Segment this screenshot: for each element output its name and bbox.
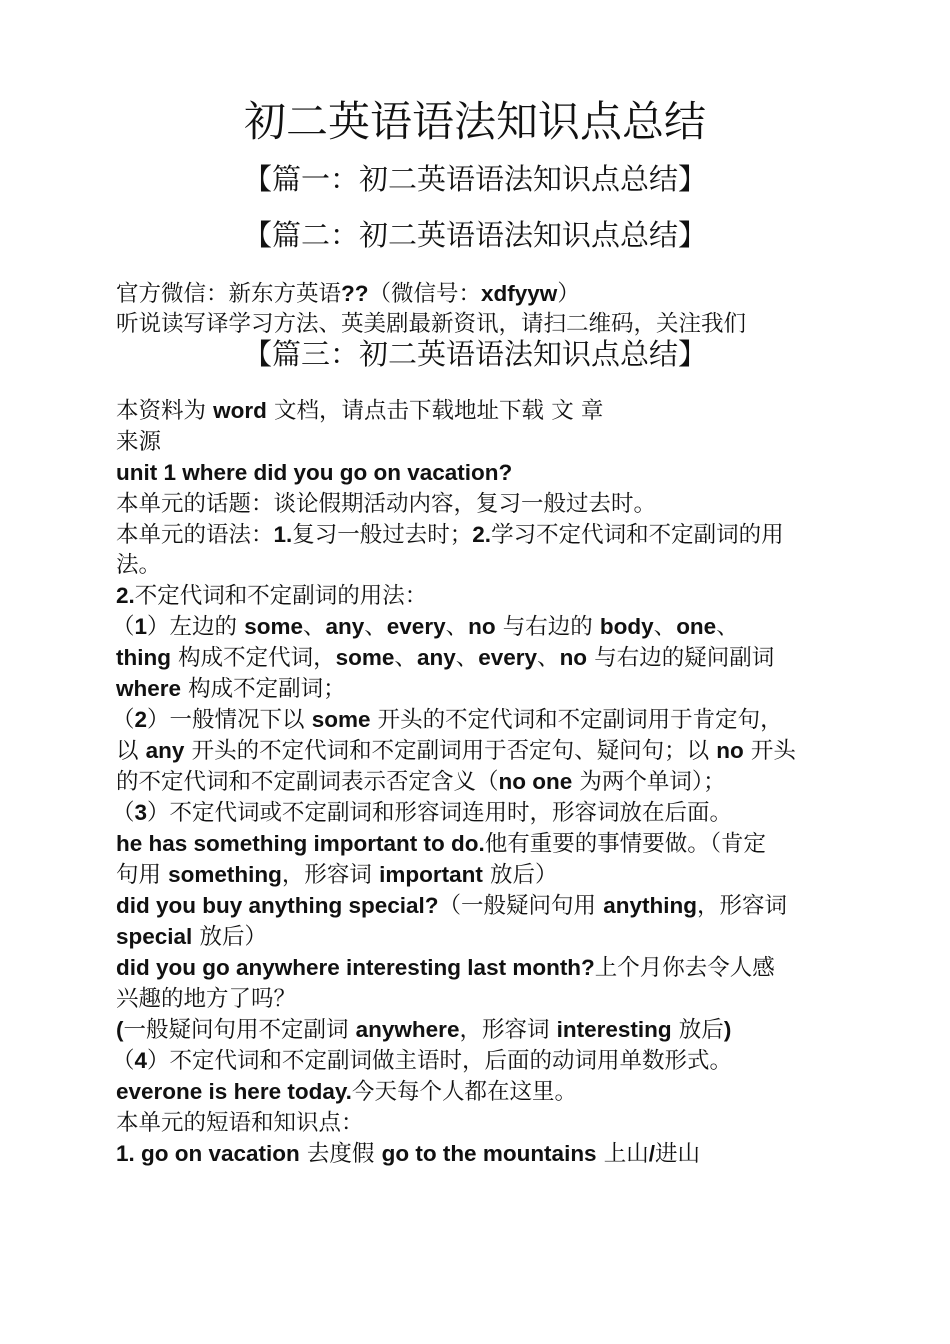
section-heading-3: 【篇三：初二英语语法知识点总结】 (242, 337, 707, 371)
phrase-1: 1. go on vacation 去度假 go to the mountains 上山/进山 (116, 1141, 701, 1167)
rule-1-line-1: （1）左边的 some、any、every、no 与右边的 body、one、 (112, 614, 739, 640)
example-3: did you go anywhere interesting last month?上个月你去令人感 (116, 955, 775, 981)
rule-2-line-2: 以 any 开头的不定代词和不定副词用于否定句、疑问句；以 no 开头 (116, 738, 796, 764)
example-1-note: 句用 something，形容词 important 放后） (116, 862, 558, 888)
example-3-translation: 兴趣的地方了吗？ (116, 986, 297, 1012)
rule-2-line-1: （2）一般情况下以 some 开头的不定代词和不定副词用于肯定句， (112, 707, 783, 733)
unit-heading: unit 1 where did you go on vacation? (116, 460, 513, 485)
rule-4-line: （4）不定代词和不定副词做主语时，后面的动词用单数形式。 (112, 1048, 733, 1074)
example-2: did you buy anything special?（一般疑问句用 anything，形容词 (116, 893, 787, 919)
wechat-line-1: 官方微信：新东方英语??（微信号：xdfyyw） (116, 281, 580, 307)
rule-1-line-2: thing 构成不定代词，some、any、every、no 与右边的疑问副词 (116, 645, 775, 671)
wechat-line-2: 听说读写译学习方法、英美剧最新资讯，请扫二维码，关注我们 (116, 311, 747, 337)
usage-heading: 2.不定代词和不定副词的用法： (116, 583, 428, 609)
rule-2-line-3: 的不定代词和不定副词表示否定含义（no one 为两个单词）； (116, 769, 726, 795)
section-heading-2: 【篇二：初二英语语法知识点总结】 (242, 218, 707, 252)
unit-grammar: 本单元的语法：1.复习一般过去时；2.学习不定代词和不定副词的用 (116, 522, 784, 548)
intro-line: 本资料为 word 文档，请点击下载地址下载 文 章 (116, 398, 604, 424)
example-3-note: (一般疑问句用不定副词 anywhere，形容词 interesting 放后) (116, 1017, 732, 1043)
example-4: everone is here today.今天每个人都在这里。 (116, 1079, 577, 1105)
intro-source: 来源 (116, 429, 162, 455)
example-2-note: special 放后） (116, 924, 267, 950)
rule-1-line-3: where 构成不定副词； (116, 676, 346, 702)
rule-3-line: （3）不定代词或不定副词和形容词连用时，形容词放在后面。 (112, 800, 733, 826)
unit-topic: 本单元的话题：谈论假期活动内容，复习一般过去时。 (116, 491, 657, 517)
phrases-heading: 本单元的短语和知识点： (116, 1110, 364, 1136)
document-title: 初二英语语法知识点总结 (243, 97, 706, 146)
unit-grammar-cont: 法。 (116, 552, 162, 578)
section-heading-1: 【篇一：初二英语语法知识点总结】 (242, 162, 707, 196)
example-1: he has something important to do.他有重要的事情要做。（肯定 (116, 831, 767, 857)
